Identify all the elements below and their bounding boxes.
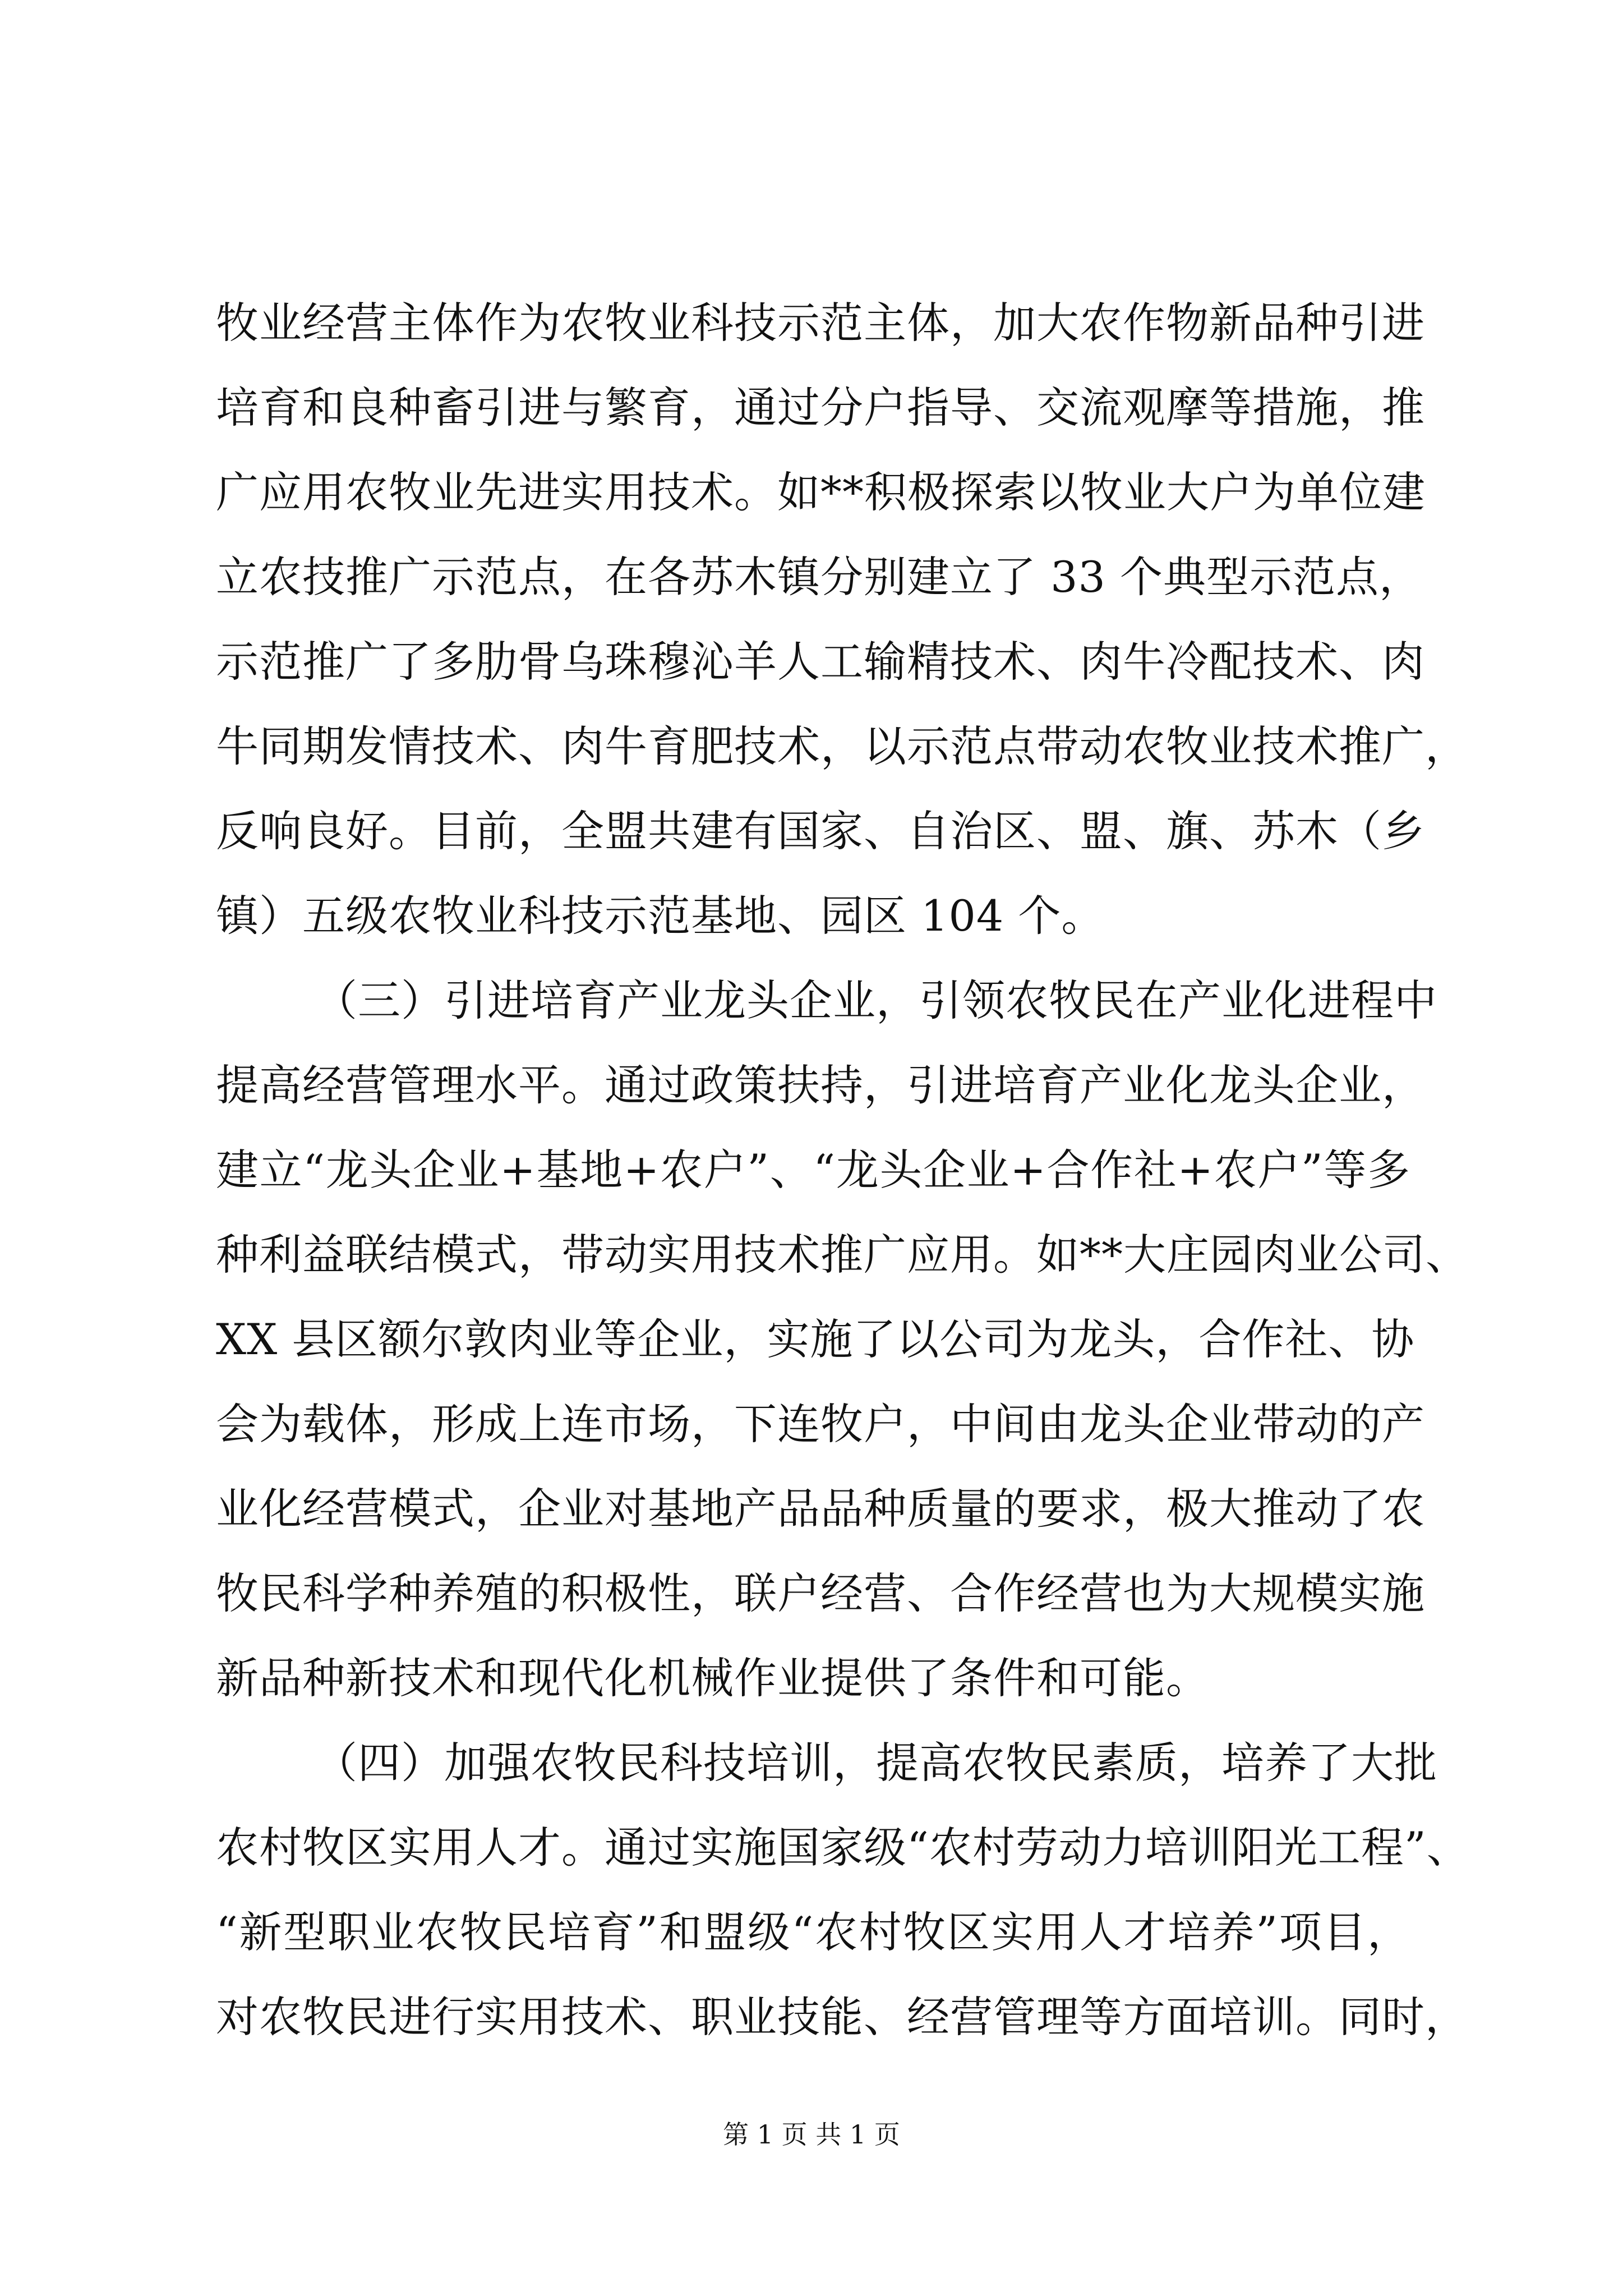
section-heading-line: （三）引进培育产业龙头企业，引领农牧民在产业化进程中: [315, 976, 1437, 1025]
body-line: 提高经营管理水平。通过政策扶持，引进培育产业化龙头企业，: [216, 1060, 1425, 1110]
page-footer: [0, 2118, 1623, 2151]
body-line: 会为载体，形成上连市场，下连牧户，中间由龙头企业带动的产: [216, 1399, 1425, 1449]
body-line: 牧民科学种养殖的积极性，联户经营、合作经营也为大规模实施: [216, 1568, 1425, 1618]
body-line: “新型职业农牧民培育”和盟级“农村牧区实用人才培养”项目，: [216, 1907, 1410, 1957]
body-line: 镇）五级农牧业科技示范基地、园区 104 个。: [216, 891, 1105, 941]
body-line: 农村牧区实用人才。通过实施国家级“农村劳动力培训阳光工程”、: [216, 1823, 1470, 1872]
body-line: 广应用农牧业先进实用技术。如**积极探索以牧业大户为单位建: [216, 467, 1426, 517]
page-number: 第 1 页 共 1 页: [723, 2119, 900, 2150]
body-line: 牧业经营主体作为农牧业科技示范主体，加大农作物新品种引进: [216, 298, 1425, 348]
body-line: 建立“龙头企业+基地+农户”、“龙头企业+合作社+农户”等多: [216, 1145, 1410, 1195]
body-line: 示范推广了多肋骨乌珠穆沁羊人工输精技术、肉牛冷配技术、肉: [216, 637, 1425, 687]
body-line: 牛同期发情技术、肉牛育肥技术，以示范点带动农牧业技术推广，: [216, 721, 1468, 771]
body-line: 立农技推广示范点，在各苏木镇分别建立了 33 个典型示范点，: [216, 552, 1423, 602]
body-line: 对农牧民进行实用技术、职业技能、经营管理等方面培训。同时，: [216, 1992, 1468, 2042]
body-line: XX 县区额尔敦肉业等企业，实施了以公司为龙头，合作社、协: [216, 1314, 1415, 1364]
body-line: 种利益联结模式，带动实用技术推广应用。如**大庄园肉业公司、: [216, 1230, 1469, 1280]
body-line: 培育和良种畜引进与繁育，通过分户指导、交流观摩等措施，推: [216, 383, 1425, 432]
document-body: [216, 280, 1470, 2059]
body-line: 新品种新技术和现代化机械作业提供了条件和可能。: [216, 1653, 1209, 1703]
body-line: 业化经营模式，企业对基地产品品种质量的要求，极大推动了农: [216, 1484, 1425, 1534]
body-line: 反响良好。目前，全盟共建有国家、自治区、盟、旗、苏木（乡: [216, 806, 1425, 856]
section-heading-line: （四）加强农牧民科技培训，提高农牧民素质，培养了大批: [315, 1738, 1437, 1788]
